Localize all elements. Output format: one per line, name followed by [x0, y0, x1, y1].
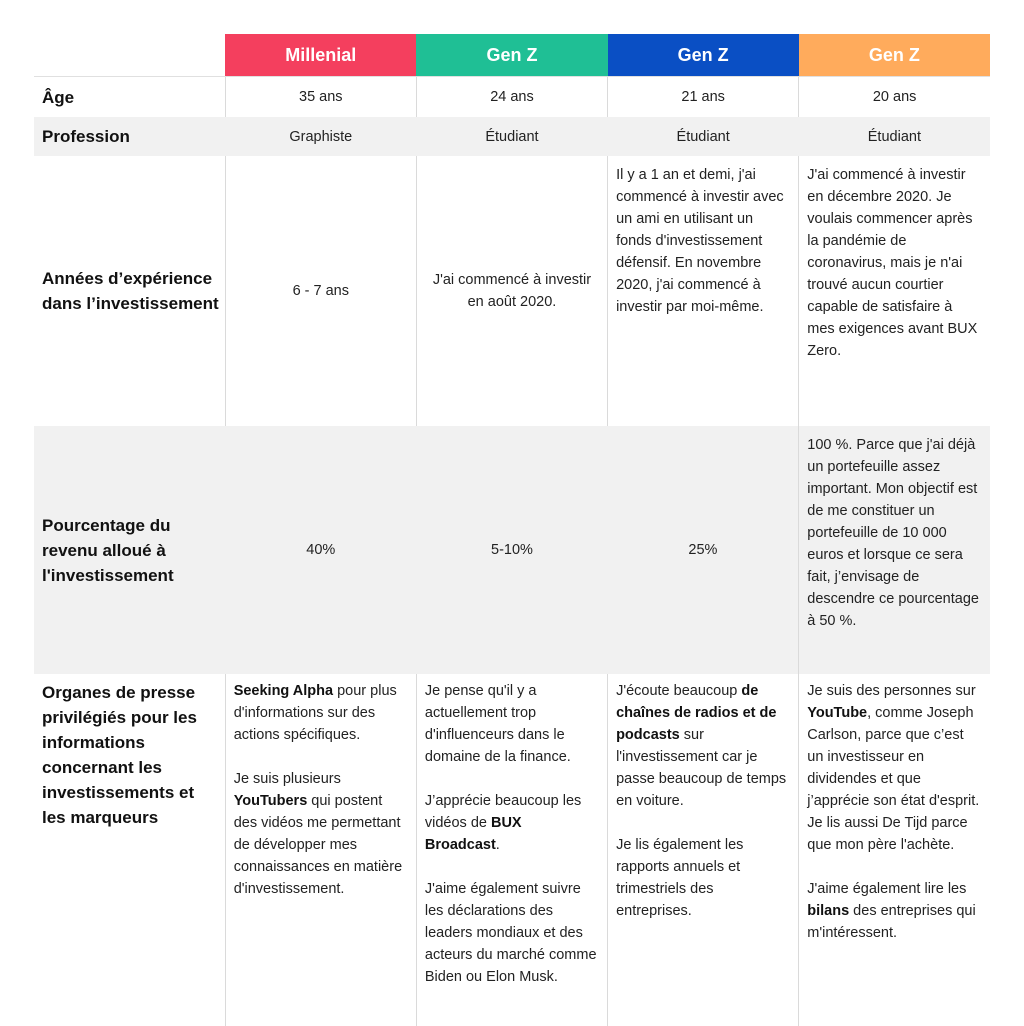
profession-gen-z-1: Étudiant	[416, 117, 607, 156]
row-label-media: Organes de presse privilégiés pour les informations concernant les investissements et les marqueurs	[34, 674, 225, 1026]
comparison-table	[34, 34, 990, 1026]
row-label-profession: Profession	[34, 117, 225, 156]
media-gen-z-1-p2	[425, 790, 599, 856]
media-gen-z-3	[799, 674, 990, 1026]
experience-gen-z-3: J'ai commencé à investir en décembre 2020. Je voulais commencer après la pandémie de coronavirus, mais je n'ai trouvé aucun courtier capable de satisfaire à mes exigences avant BUX Zero.	[799, 156, 990, 426]
media-gen-z-1-p2-pre: J’apprécie beaucoup les vidéos de	[424, 793, 582, 831]
media-millenial-p2	[234, 768, 408, 900]
row-label-experience: Années d’expérience dans l’investissement	[34, 156, 225, 426]
header-row	[34, 34, 990, 77]
media-gen-z-3-p1-pre: Je suis des personnes sur	[807, 683, 976, 699]
media-gen-z-1-source: BUX Broadcast	[424, 815, 522, 853]
row-percentage	[34, 426, 990, 674]
media-gen-z-2-p1-text: sur l'investissement car je passe beaucoup de temps en voiture.	[616, 727, 787, 809]
profession-millenial: Graphiste	[225, 117, 416, 156]
media-gen-z-2-p1-pre: J'écoute beaucoup	[616, 683, 742, 699]
row-media	[34, 674, 990, 1026]
media-gen-z-2	[608, 674, 799, 1026]
media-gen-z-3-p1	[807, 680, 982, 856]
media-gen-z-3-p2-pre: J'aime également lire les	[807, 881, 967, 897]
media-gen-z-3-p1-text: , comme Joseph Carlson, parce que c’est un investisseur en dividendes et que j’apprécie son état d'esprit. Je lis aussi De Tijd parce que mon père l'achète.	[807, 705, 980, 853]
media-millenial-p2-pre: Je suis plusieurs	[233, 771, 341, 787]
header-empty-cell	[34, 34, 225, 77]
row-profession	[34, 117, 990, 156]
media-gen-z-3-source-1: YouTube	[807, 705, 868, 721]
header-millenial: Millenial	[225, 34, 416, 77]
experience-millenial: 6 - 7 ans	[225, 156, 416, 426]
media-gen-z-3-p2-text: des entreprises qui m'intéressent.	[807, 903, 976, 941]
media-gen-z-1-p1: Je pense qu'il y a actuellement trop d'influenceurs dans le domaine de la finance.	[424, 683, 571, 765]
percentage-gen-z-2: 25%	[608, 426, 799, 674]
experience-gen-z-1: J'ai commencé à investir en août 2020.	[416, 156, 607, 426]
media-millenial-p1	[234, 680, 408, 746]
media-gen-z-3-source-2: bilans	[807, 903, 850, 919]
media-gen-z-2-p1	[616, 680, 790, 812]
profession-gen-z-2: Étudiant	[608, 117, 799, 156]
header-gen-z-2: Gen Z	[608, 34, 799, 77]
header-gen-z-1: Gen Z	[416, 34, 607, 77]
percentage-gen-z-3: 100 %. Parce que j'ai déjà un portefeuille assez important. Mon objectif est de me constituer un portefeuille de 10 000 euros et lorsque ce sera fait, j’envisage de descendre ce pourcentage à 50 %.	[799, 426, 990, 674]
media-millenial-source-1: Seeking Alpha	[233, 683, 334, 699]
media-millenial-p1-text: pour plus d'informations sur des actions spécifiques.	[233, 683, 397, 743]
profession-gen-z-3: Étudiant	[799, 117, 990, 156]
row-label-age: Âge	[34, 77, 225, 118]
row-age	[34, 77, 990, 118]
age-gen-z-2: 21 ans	[608, 77, 799, 118]
media-gen-z-3-p2	[807, 878, 982, 944]
age-millenial: 35 ans	[225, 77, 416, 118]
media-millenial-source-2: YouTubers	[233, 793, 308, 809]
media-gen-z-2-source: de chaînes de radios et de podcasts	[616, 683, 777, 743]
media-millenial-p2-text: qui postent des vidéos me permettant de développer mes connaissances en matière d'investissement.	[233, 793, 403, 897]
media-millenial	[225, 674, 416, 1026]
experience-gen-z-2: Il y a 1 an et demi, j'ai commencé à investir avec un ami en utilisant un fonds d'investissement défensif. En novembre 2020, j'ai commencé à investir par moi-même.	[608, 156, 799, 426]
age-gen-z-3: 20 ans	[799, 77, 990, 118]
age-gen-z-1: 24 ans	[416, 77, 607, 118]
media-gen-z-1	[416, 674, 607, 1026]
media-gen-z-2-p2: Je lis également les rapports annuels et trimestriels des entreprises.	[616, 837, 744, 919]
media-gen-z-1-p3: J'aime également suivre les déclarations des leaders mondiaux et des acteurs du marché comme Biden ou Elon Musk.	[424, 881, 597, 985]
row-label-percentage: Pourcentage du revenu alloué à l'investissement	[34, 426, 225, 674]
header-gen-z-3: Gen Z	[799, 34, 990, 77]
percentage-gen-z-1: 5-10%	[416, 426, 607, 674]
row-experience	[34, 156, 990, 426]
percentage-millenial: 40%	[225, 426, 416, 674]
media-gen-z-1-p2-text: .	[495, 837, 500, 853]
